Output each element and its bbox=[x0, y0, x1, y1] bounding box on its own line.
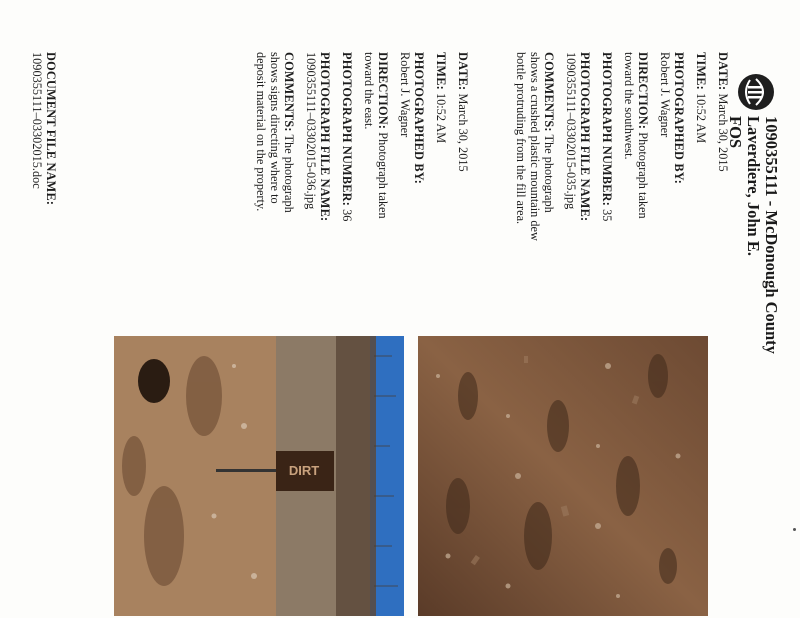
photographer-label: PHOTOGRAPHED BY: bbox=[412, 52, 426, 184]
comments-value: The photograph shows signs directing where to deposit material on the property. bbox=[254, 52, 296, 213]
number-row bbox=[600, 52, 614, 242]
comments-row bbox=[514, 52, 556, 242]
date-row bbox=[456, 52, 470, 242]
photographer-row bbox=[658, 52, 686, 242]
number-value: 36 bbox=[340, 209, 354, 222]
time-row bbox=[434, 52, 448, 242]
file-row bbox=[304, 52, 332, 242]
agency-logo bbox=[738, 74, 774, 110]
file-label: PHOTOGRAPH FILE NAME: bbox=[318, 52, 332, 222]
time-value: 10:52 AM bbox=[434, 92, 448, 144]
direction-value: Photograph taken toward the southwest. bbox=[622, 52, 650, 219]
file-label: PHOTOGRAPH FILE NAME: bbox=[578, 52, 592, 222]
photo-35-fill-area bbox=[418, 336, 708, 616]
date-value: March 30, 2015 bbox=[456, 93, 470, 172]
date-label: DATE: bbox=[456, 52, 470, 91]
file-value: 1090355111–03302015-035.jpg bbox=[564, 52, 578, 210]
sign-text: DIRT bbox=[288, 463, 320, 478]
photographer-row bbox=[398, 52, 426, 242]
document-file-name bbox=[30, 52, 58, 302]
photo-entries bbox=[246, 52, 730, 242]
direction-label: DIRECTION: bbox=[376, 52, 390, 130]
number-row bbox=[340, 52, 354, 242]
direction-value: Photograph taken toward the east. bbox=[362, 52, 390, 219]
photographer-value: Robert J. Wagner bbox=[658, 52, 672, 138]
number-value: 35 bbox=[600, 209, 614, 222]
direction-row bbox=[362, 52, 390, 242]
fill-area-image bbox=[418, 336, 708, 616]
time-row bbox=[694, 52, 708, 242]
direction-row bbox=[622, 52, 650, 242]
document-file-label: DOCUMENT FILE NAME: bbox=[44, 52, 58, 206]
photographer-value: Robert J. Wagner bbox=[398, 52, 412, 138]
file-row bbox=[564, 52, 592, 242]
page-heading bbox=[726, 116, 780, 516]
comments-row bbox=[254, 52, 296, 242]
time-label: TIME: bbox=[434, 52, 448, 90]
comments-label: COMMENTS: bbox=[542, 52, 556, 132]
photo-36-sign bbox=[114, 336, 404, 616]
site-title: 1090355111 - McDonough County bbox=[762, 116, 781, 354]
file-value: 1090355111–03302015-036.jpg bbox=[304, 52, 318, 210]
tree-line bbox=[336, 336, 376, 616]
logo-graphic bbox=[738, 74, 774, 110]
time-label: TIME: bbox=[694, 52, 708, 90]
photo-entry-35 bbox=[514, 52, 730, 242]
date-value: March 30, 2015 bbox=[716, 93, 730, 172]
number-label: PHOTOGRAPH NUMBER: bbox=[340, 52, 354, 207]
photographer-label: PHOTOGRAPHED BY: bbox=[672, 52, 686, 184]
direction-label: DIRECTION: bbox=[636, 52, 650, 130]
document-file-value: 1090355111–03302015.doc bbox=[30, 52, 44, 189]
date-label: DATE: bbox=[716, 52, 730, 91]
time-value: 10:52 AM bbox=[694, 92, 708, 144]
site-type: FOS bbox=[726, 116, 745, 149]
scan-speck bbox=[793, 528, 796, 531]
comments-value: The photograph shows a crushed plastic mountain dew bottle protruding from the fill area. bbox=[514, 52, 556, 241]
date-row bbox=[716, 52, 730, 242]
comments-label: COMMENTS: bbox=[282, 52, 296, 132]
photo-entry-36 bbox=[254, 52, 470, 242]
sign-image bbox=[114, 336, 404, 616]
site-owner: Laverdiere, John E. bbox=[744, 116, 763, 256]
number-label: PHOTOGRAPH NUMBER: bbox=[600, 52, 614, 207]
